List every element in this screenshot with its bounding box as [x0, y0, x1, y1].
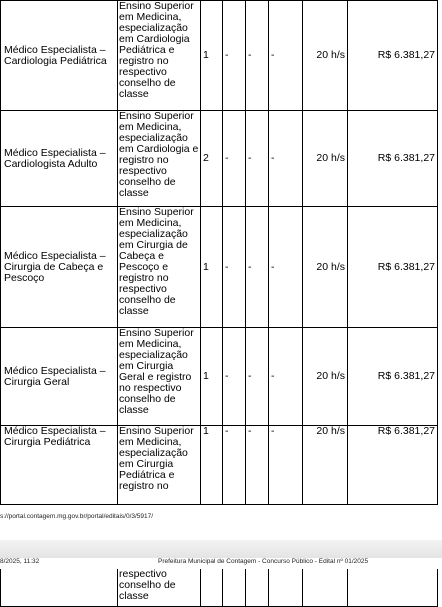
cell-requisito: Ensino Superior em Medicina, especialização em Cardiologia Pediátrica e registro no respectivo conselho de classe	[118, 1, 201, 111]
cell-vagas: 1	[201, 207, 223, 328]
cell-col-6: -	[269, 1, 303, 111]
cell-col-4: -	[223, 111, 246, 207]
cell-col-6: -	[269, 426, 303, 505]
cell-cargo: Médico Especialista – Cirurgia Geral	[1, 328, 118, 426]
cell-col-4: -	[223, 207, 246, 328]
cont-cell-cargo	[1, 569, 118, 606]
table-row	[1, 111, 438, 207]
cell-vagas: 1	[201, 1, 223, 111]
cell-col-5: -	[246, 207, 269, 328]
cell-carga-horaria: 20 h/s	[303, 111, 348, 207]
cell-vencimento: R$ 6.381,27	[348, 1, 438, 111]
cell-vagas: 1	[201, 426, 223, 505]
table-row	[1, 1, 438, 111]
table-row	[1, 426, 438, 505]
cell-requisito: Ensino Superior em Medicina, especialização em Cirurgia Geral e registro no respectivo conselho de classe	[118, 328, 201, 426]
document-title: Prefeitura Municipal de Contagem - Concurso Público - Edital nº 01/2025	[158, 558, 369, 565]
cell-carga-horaria: 20 h/s	[303, 207, 348, 328]
cell-col-5: -	[246, 426, 269, 505]
table-row	[1, 328, 438, 426]
print-datetime: 8/2025, 11:32	[0, 558, 40, 565]
cell-cargo: Médico Especialista – Cardiologista Adulto	[1, 111, 118, 207]
cell-vencimento: R$ 6.381,27	[348, 207, 438, 328]
cell-requisito: Ensino Superior em Medicina, especialização em Cardiologia e registro no respectivo conselho de classe	[118, 111, 201, 207]
table-row	[1, 207, 438, 328]
cell-cargo: Médico Especialista – Cirurgia de Cabeça e Pescoço	[1, 207, 118, 328]
cell-col-4: -	[223, 328, 246, 426]
cell-col-6: -	[269, 111, 303, 207]
cell-vagas: 1	[201, 328, 223, 426]
cell-col-6: -	[269, 328, 303, 426]
cell-col-6: -	[269, 207, 303, 328]
continuation-table	[0, 569, 438, 607]
cell-col-5: -	[246, 111, 269, 207]
cont-cell-requisito: respectivo conselho de classe	[118, 569, 201, 606]
cell-vencimento: R$ 6.381,27	[348, 328, 438, 426]
cell-carga-horaria: 20 h/s	[303, 328, 348, 426]
cell-cargo: Médico Especialista – Cirurgia Pediátrica	[1, 426, 118, 505]
cell-carga-horaria: 20 h/s	[303, 1, 348, 111]
footer-url[interactable]: s://portal.contagem.mg.gov.br/portal/editais/0/3/5917/	[0, 513, 154, 520]
cell-vagas: 2	[201, 111, 223, 207]
cell-requisito: Ensino Superior em Medicina, especialização em Cirurgia Pediátrica e registro no	[118, 426, 201, 505]
cell-carga-horaria: 20 h/s	[303, 426, 348, 505]
cell-col-4: -	[223, 1, 246, 111]
cell-col-5: -	[246, 328, 269, 426]
cell-col-5: -	[246, 1, 269, 111]
cell-requisito: Ensino Superior em Medicina, especialização em Cirurgia de Cabeça e Pescoço e registro no respectivo conselho de classe	[118, 207, 201, 328]
cell-vencimento: R$ 6.381,27	[348, 111, 438, 207]
cell-vencimento: R$ 6.381,27	[348, 426, 438, 505]
cell-cargo: Médico Especialista – Cardiologia Pediátrica	[1, 1, 118, 111]
cell-col-4: -	[223, 426, 246, 505]
